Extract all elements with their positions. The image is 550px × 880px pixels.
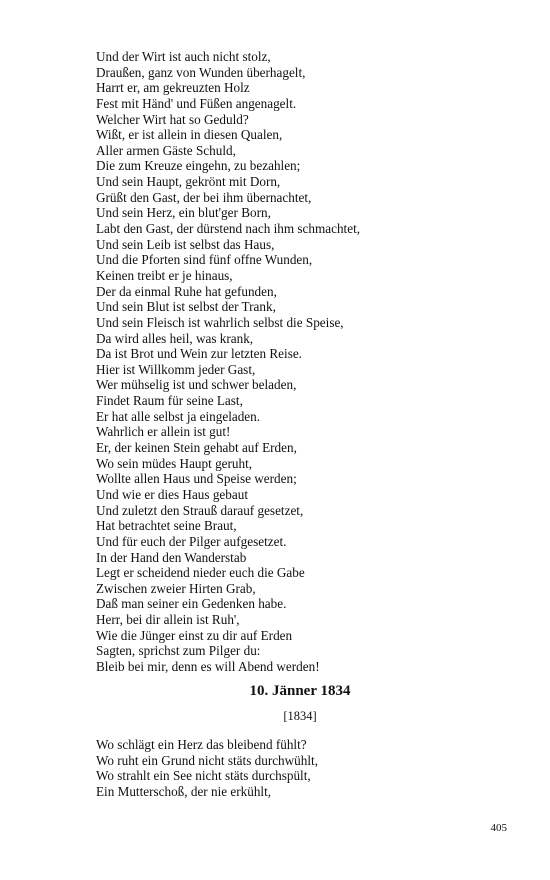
poem-line: Wer mühselig ist und schwer beladen,	[96, 377, 297, 393]
poem-line: Legt er scheidend nieder euch die Gabe	[96, 565, 305, 581]
poem-line: Hat betrachtet seine Braut,	[96, 518, 237, 534]
page-number: 405	[490, 822, 507, 834]
poem-line: Grüßt den Gast, der bei ihm übernachtet,	[96, 189, 312, 205]
poem-line: Keinen treibt er je hinaus,	[96, 267, 233, 283]
poem-line: Bleib bei mir, denn es will Abend werden!	[96, 658, 320, 674]
poem-line: Zwischen zweier Hirten Grab,	[96, 580, 256, 596]
poem-line: Wo schlägt ein Herz das bleibend fühlt?	[96, 737, 307, 752]
poem-line: Draußen, ganz von Wunden überhagelt,	[96, 64, 306, 80]
poem-line: Aller armen Gäste Schuld,	[96, 142, 236, 158]
poem-line: Labt den Gast, der dürstend nach ihm schmachtet,	[96, 221, 361, 237]
poem-line: Wie die Jünger einst zu dir auf Erden	[96, 627, 293, 643]
poem-title: 10. Jänner 1834	[249, 683, 351, 699]
poem-line: Ein Mutterschoß, der nie erkühlt,	[96, 783, 272, 799]
poem-line: Fest mit Händ' und Füßen angenagelt.	[96, 95, 297, 111]
poem-line: Und sein Haupt, gekrönt mit Dorn,	[96, 174, 281, 190]
poem-line: Und sein Herz, ein blut'ger Born,	[96, 205, 271, 221]
poem-line: Und für euch der Pilger aufgesetzet.	[96, 533, 287, 549]
poem-line: Und die Pforten sind fünf offne Wunden,	[96, 252, 313, 268]
poem-line: Herr, bei dir allein ist Ruh',	[96, 612, 240, 628]
poem-stanza-next	[96, 737, 318, 800]
poem-line: Findet Raum für seine Last,	[96, 393, 243, 409]
poem-line: Und sein Leib ist selbst das Haus,	[96, 236, 275, 252]
poem-line: Der da einmal Ruhe hat gefunden,	[96, 283, 277, 299]
poem-line: Wo ruht ein Grund nicht stäts durchwühlt,	[96, 752, 318, 768]
poem-line: Harrt er, am gekreuzten Holz	[96, 80, 250, 96]
poem-line: Wo sein müdes Haupt geruht,	[96, 455, 253, 471]
poem-year: [1834]	[283, 709, 317, 723]
poem-line: Wißt, er ist allein in diesen Qualen,	[96, 127, 283, 143]
poem-line: In der Hand den Wanderstab	[96, 549, 247, 565]
poem-line: Die zum Kreuze eingehn, zu bezahlen;	[96, 158, 301, 174]
poem-line: Wollte allen Haus und Speise werden;	[96, 471, 297, 487]
poem-line: Er, der keinen Stein gehabt auf Erden,	[96, 440, 297, 456]
poem-line: Welcher Wirt hat so Geduld?	[96, 111, 249, 127]
poem-line: Er hat alle selbst ja eingeladen.	[96, 408, 261, 424]
poem-stanza	[96, 49, 360, 675]
poem-line: Und sein Blut ist selbst der Trank,	[96, 299, 276, 315]
poem-line: Da wird alles heil, was krank,	[96, 330, 254, 346]
poem-line: Und zuletzt den Strauß darauf gesetzet,	[96, 502, 304, 518]
poem-line: Sagten, sprichst zum Pilger du:	[96, 643, 261, 659]
poem-line: Da ist Brot und Wein zur letzten Reise.	[96, 346, 302, 362]
poem-line: Und sein Fleisch ist wahrlich selbst die Speise,	[96, 314, 344, 330]
poem-line: Wahrlich er allein ist gut!	[96, 424, 231, 440]
poem-line: Hier ist Willkomm jeder Gast,	[96, 361, 256, 377]
poem-line: Wo strahlt ein See nicht stäts durchspült,	[96, 768, 311, 784]
poem-line: Daß man seiner ein Gedenken habe.	[96, 596, 287, 612]
poem-line: Und wie er dies Haus gebaut	[96, 486, 248, 502]
poem-line: Und der Wirt ist auch nicht stolz,	[96, 49, 271, 64]
